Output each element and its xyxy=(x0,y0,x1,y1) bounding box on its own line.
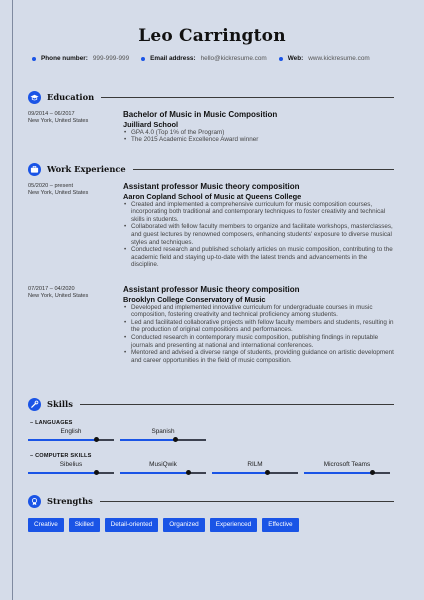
skill-level-marker xyxy=(186,470,191,475)
skill-level-marker xyxy=(265,470,270,475)
skill-level-marker xyxy=(94,470,99,475)
skill-name: RILM xyxy=(247,461,263,468)
tools-icon xyxy=(28,398,41,411)
section-strengths xyxy=(28,494,394,508)
entry-bullet: • The 2015 Academic Excellence Award winner xyxy=(123,136,394,144)
skill-level-marker xyxy=(94,437,99,442)
entry-location: New York, United States xyxy=(28,293,89,300)
skill-level-marker xyxy=(370,470,375,475)
entry-bullet: • Created and implemented a comprehensive curriculum for music composition courses, incorporating both traditional and contemporary techniques to foster creativity and technical skills in students. xyxy=(123,201,394,224)
contact-phone xyxy=(32,55,129,62)
entry-organization: Juilliard School xyxy=(123,119,179,129)
entry-bullet: • Collaborated with fellow faculty members to organize and facilitate workshops, masterclasses, and guest lectures by renowned composers, enhancing students' exposure to diverse musical styles and techniques. xyxy=(123,223,394,246)
contact-web xyxy=(279,55,370,62)
strength-tag: Experienced xyxy=(210,518,258,532)
skill-level-fill xyxy=(28,439,97,441)
skill-level-fill xyxy=(212,472,268,474)
skill-level-fill xyxy=(304,472,373,474)
entry-organization: Aaron Copland School of Music at Queens College xyxy=(123,191,302,201)
skill-level-track xyxy=(28,472,114,474)
strength-tag: Creative xyxy=(28,518,64,532)
entry-location: New York, United States xyxy=(28,190,89,197)
skill-item xyxy=(304,461,390,477)
skill-item xyxy=(212,461,298,477)
briefcase-icon xyxy=(28,163,41,176)
entry-title: Assistant professor Music theory composition xyxy=(123,182,300,191)
entry-dates: 07/2017 – 04/2020 xyxy=(28,286,75,292)
strength-tag: Effective xyxy=(262,518,298,532)
skill-level-marker xyxy=(173,437,178,442)
entry-bullet: • Mentored and advised a diverse range of students, providing guidance on artistic development and career opportunities in the field of music composition. xyxy=(123,349,394,364)
left-margin-line xyxy=(12,0,13,600)
skill-name: English xyxy=(60,428,82,435)
email-label: Email address: xyxy=(150,55,196,62)
languages-heading: – LANGUAGES xyxy=(30,420,73,426)
strength-tag: Skilled xyxy=(69,518,100,532)
skill-level-track xyxy=(212,472,298,474)
section-title: Strengths xyxy=(47,496,93,506)
web-value[interactable]: www.kickresume.com xyxy=(308,55,370,62)
skill-level-fill xyxy=(28,472,97,474)
entry-bullet: • Developed and implemented innovative curriculum for undergraduate courses in music composition, fostering creativity and technical proficiency among students. xyxy=(123,304,394,319)
phone-value: 999-999-999 xyxy=(92,55,130,62)
entry-organization: Brooklyn College Conservatory of Music xyxy=(123,294,266,304)
strengths-tags xyxy=(28,518,299,532)
bullet-dot-icon xyxy=(141,57,145,61)
entry-bullet: • Led and facilitated collaborative projects with fellow faculty members and students, resulting in the production of original compositions and performances. xyxy=(123,319,394,334)
section-experience xyxy=(28,162,394,176)
skill-level-track xyxy=(304,472,390,474)
section-title: Education xyxy=(47,92,95,102)
bullet-dot-icon xyxy=(32,57,36,61)
skill-name: Microsoft Teams xyxy=(323,461,371,468)
section-divider xyxy=(101,97,394,98)
skill-item xyxy=(28,461,114,477)
candidate-name: Leo Carrington xyxy=(138,26,286,46)
strength-tag: Organized xyxy=(163,518,205,532)
strength-tag: Detail-oriented xyxy=(105,518,159,532)
skill-name: Spanish xyxy=(151,428,175,435)
skill-level-track xyxy=(120,439,206,441)
skill-item xyxy=(120,428,206,444)
graduation-cap-icon xyxy=(28,91,41,104)
skill-name: Sibelius xyxy=(59,461,83,468)
entry-bullet: • Conducted research and published scholarly articles on music composition, contributing to the academic field and staying up-to-date with the latest trends and advancements in the discipline. xyxy=(123,246,394,269)
award-icon xyxy=(28,495,41,508)
section-skills xyxy=(28,397,394,411)
section-divider xyxy=(80,404,394,405)
skill-level-track xyxy=(28,439,114,441)
bullet-dot-icon xyxy=(279,57,283,61)
email-value[interactable]: hello@kickresume.com xyxy=(200,55,267,62)
contact-email xyxy=(141,55,267,62)
section-divider xyxy=(133,169,394,170)
entry-location: New York, United States xyxy=(28,118,89,125)
web-label: Web: xyxy=(287,55,304,62)
skill-level-fill xyxy=(120,439,176,441)
entry-dates: 05/2020 – present xyxy=(28,183,74,189)
section-education xyxy=(28,90,394,104)
skill-level-track xyxy=(120,472,206,474)
contact-bar xyxy=(32,55,370,62)
entry-bullet: • Conducted research in contemporary music composition, publishing findings in reputable journals and presenting at national and international conferences. xyxy=(123,334,394,349)
section-divider xyxy=(100,501,394,502)
entry-dates: 09/2014 – 06/2017 xyxy=(28,111,75,117)
skill-name: MusiQwik xyxy=(149,461,177,468)
computer-skills-heading: – COMPUTER SKILLS xyxy=(30,453,92,459)
section-title: Skills xyxy=(47,399,73,409)
entry-title: Assistant professor Music theory composition xyxy=(123,285,300,294)
skill-item xyxy=(120,461,206,477)
entry-title: Bachelor of Music in Music Composition xyxy=(123,110,278,119)
phone-label: Phone number: xyxy=(41,55,88,62)
section-title: Work Experience xyxy=(47,164,126,174)
skill-item xyxy=(28,428,114,444)
skill-level-fill xyxy=(120,472,189,474)
entry-bullet: • GPA 4.0 (Top 1% of the Program) xyxy=(123,129,394,137)
